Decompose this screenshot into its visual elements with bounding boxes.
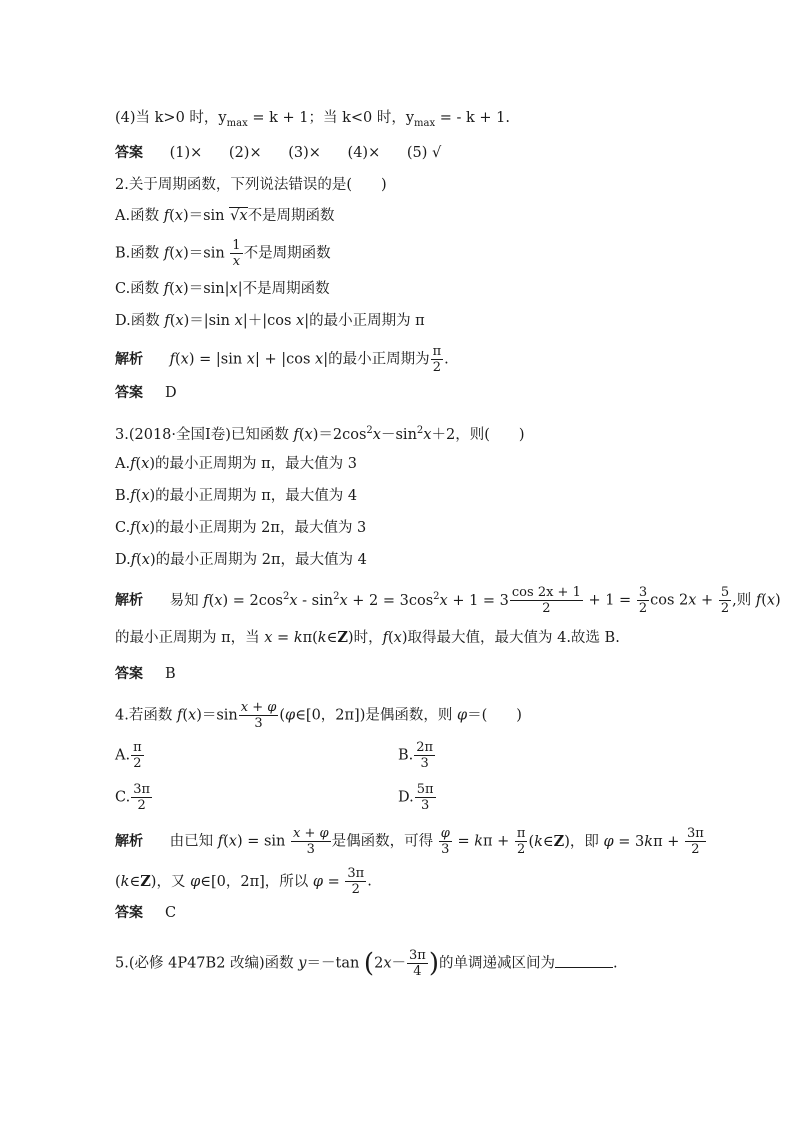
answer-label: 答案 bbox=[115, 385, 143, 401]
q2-option-a: A.函数 f(x)＝sin √x不是周期函数 bbox=[115, 208, 335, 224]
q2-option-b-pre: B.函数 f(x)＝sin bbox=[115, 245, 225, 262]
q3-option-d: D.f(x)的最小正周期为 2π，最大值为 4 bbox=[115, 552, 367, 568]
q3-answer-row bbox=[115, 664, 176, 684]
analysis-label: 解析 bbox=[115, 833, 143, 850]
q4-option-c: C. $\frac{3\pi}{2}$ bbox=[115, 782, 151, 813]
q4-option-a: A. $\frac{\pi}{2}$ bbox=[115, 740, 142, 771]
q3-stem: 3.(2018·全国Ⅰ卷)已知函数 $f(x)=2\cos^2x-\sin^2x+2$，则( ) bbox=[115, 425, 525, 443]
q3-option-b: B.f(x)的最小正周期为 π，最大值为 4 bbox=[115, 488, 358, 504]
answer-item: (5) √ bbox=[406, 145, 442, 161]
q3-analysis: 解析 易知 $f(x) = 2\cos^2x - \sin^2x + 2 = 3\cos^2x + 1 = 3$ $\frac{\cos 2x + 1}{2}$ + 1 = $\frac{3}{2}$ cos 2x + $\frac{5}{2}$ ,则 f(x) bbox=[115, 585, 781, 616]
answer-item: (2)× bbox=[228, 145, 262, 161]
q2-analysis: 解析 f(x) = |sin x| + |cos x|的最小正周期为 $\frac{\pi}{2}$ . bbox=[115, 344, 449, 375]
q3-option-c: C.f(x)的最小正周期为 2π，最大值为 3 bbox=[115, 520, 367, 536]
q2-stem: 2.关于周期函数，下列说法错误的是( ) bbox=[115, 177, 387, 193]
q4-analysis: 解析 由已知 f(x) = sin $\frac{x + \varphi}{3}$ 是偶函数，可得 $\frac{\varphi}{3}$ = kπ + $\frac{\pi}{2}$ (k∈Z)，即 φ = 3kπ + $\frac{3\pi}{2}$ bbox=[115, 826, 704, 857]
q3-option-a: A.f(x)的最小正周期为 π，最大值为 3 bbox=[115, 456, 357, 472]
answer-label: 答案 bbox=[115, 145, 143, 161]
answer-blank[interactable] bbox=[555, 953, 613, 968]
fraction: $\frac{\pi}{2}$ bbox=[432, 344, 442, 375]
answer-label: 答案 bbox=[115, 905, 143, 921]
q2-analysis-text: f(x) = |sin x| + |cos x|的最小正周期为 bbox=[169, 351, 430, 368]
answer-value: B bbox=[165, 666, 176, 682]
fraction: $\frac{x + \varphi}{3}$ bbox=[240, 700, 277, 731]
q2-option-b bbox=[115, 238, 331, 269]
q4-analysis-line2: (k∈Z)，又 φ∈[0，2π]，所以 φ = $\frac{3\pi}{2}$ . bbox=[115, 866, 372, 897]
q4-stem: 4.若函数 f(x)＝sin $\frac{x + \varphi}{3}$ (φ∈[0，2π])是偶函数，则 φ＝( ) bbox=[115, 700, 522, 731]
q5-stem: 5.(必修 4P47B2 改编)函数 y＝－tan (2x－ $\frac{3\pi}{4}$ )的单调递减区间为 . bbox=[115, 948, 618, 979]
q2-answer-row bbox=[115, 383, 177, 403]
fraction: $\frac{3}{2}$ bbox=[638, 585, 648, 616]
answer-item: (1)× bbox=[169, 145, 203, 161]
fraction: $\frac{1}{x}$ bbox=[232, 238, 241, 269]
q3-analysis-text: 易知 $f(x) = 2\cos^2x - \sin^2x + 2 = 3\cos^2x + 1 = 3$ bbox=[169, 590, 509, 609]
answer-value: D bbox=[165, 385, 177, 401]
answer-item: (4)× bbox=[347, 145, 381, 161]
fraction: $\frac{\cos 2x + 1}{2}$ bbox=[511, 585, 581, 616]
q1-part4: (4)当 k>0 时，$y_{max} = k + 1$；当 k<0 时，$y_{max}$ = - k + 1. bbox=[115, 110, 511, 129]
fraction: $\frac{5}{2}$ bbox=[720, 585, 730, 616]
q4-option-d: D. $\frac{5\pi}{3}$ bbox=[398, 782, 434, 813]
answer-item: (3)× bbox=[288, 145, 321, 161]
q2-option-b-post: 不是周期函数 bbox=[243, 245, 331, 262]
q3-analysis-line2: 的最小正周期为 π，当 x = kπ(k∈Z)时，f(x)取得最大值，最大值为 4.故选 B. bbox=[115, 629, 620, 646]
analysis-label: 解析 bbox=[115, 592, 143, 609]
q4-option-b: B. $\frac{2\pi}{3}$ bbox=[398, 740, 434, 771]
q1-answer-row bbox=[115, 143, 441, 163]
q2-option-c: C.函数 f(x)＝sin|x|不是周期函数 bbox=[115, 281, 330, 297]
answer-value: C bbox=[165, 905, 177, 921]
analysis-label: 解析 bbox=[115, 351, 143, 368]
q2-option-d: D.函数 f(x)＝|sin x|＋|cos x|的最小正周期为 π bbox=[115, 313, 425, 329]
q4-answer-row bbox=[115, 903, 176, 923]
answer-label: 答案 bbox=[115, 666, 143, 682]
